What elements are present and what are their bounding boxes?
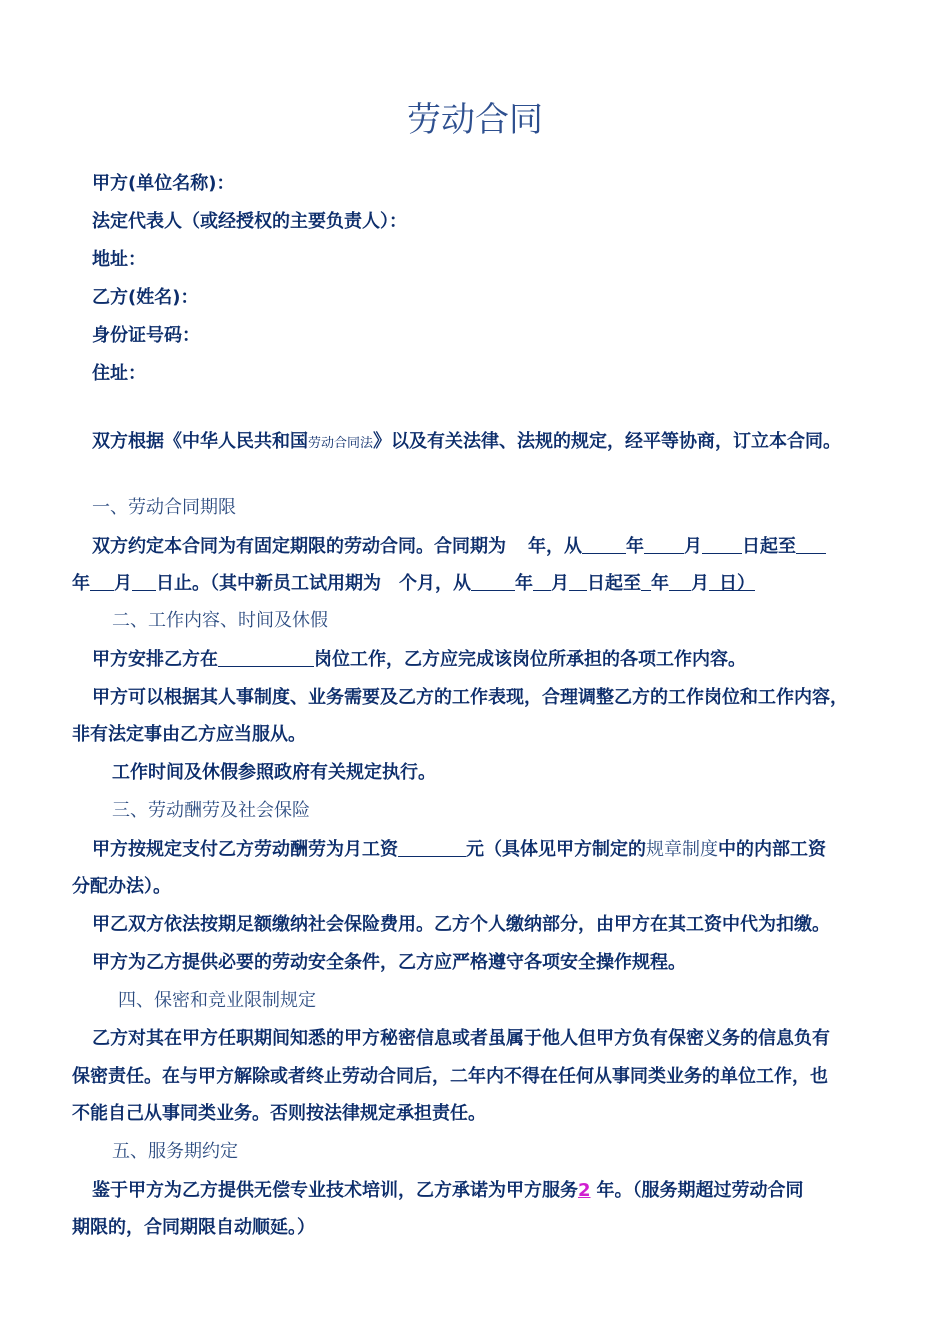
month-text: 月 xyxy=(551,573,569,594)
probation-from-text: 个月，从 xyxy=(399,573,471,594)
blank-prob-day[interactable] xyxy=(569,572,587,591)
section-5-line-2: 期限的，合同期限自动顺延。） xyxy=(72,1217,315,1238)
service-years-text: 年。（服务期超过劳动合同 xyxy=(596,1180,804,1201)
section-2-para-1 xyxy=(92,648,746,672)
section-3-para-1 xyxy=(92,838,826,862)
section-2-para-3: 工作时间及休假参照政府有关规定执行。 xyxy=(112,762,436,783)
section-2-heading: 二、工作内容、时间及休假 xyxy=(112,610,328,631)
blank-prob-month[interactable] xyxy=(533,572,551,591)
year-text: 年 xyxy=(626,536,644,557)
blank-day[interactable] xyxy=(702,535,742,554)
position-duty-text: 岗位工作，乙方应完成该岗位所承担的各项工作内容。 xyxy=(314,649,746,670)
month-text: 月 xyxy=(691,573,709,594)
year-text: 年 xyxy=(72,573,90,594)
section-2-para-2-line-2: 非有法定事由乙方应当服从。 xyxy=(72,724,306,745)
year-text: 年 xyxy=(651,573,669,594)
page-title: 劳动合同 xyxy=(407,100,543,140)
internal-wage-text: 中的内部工资 xyxy=(718,839,826,860)
id-number-label: 身份证号码： xyxy=(92,325,200,346)
blank-end-day[interactable] xyxy=(132,572,156,591)
term-text: 双方约定本合同为有固定期限的劳动合同。合同期为 xyxy=(92,536,506,557)
year-text: 年 xyxy=(515,573,533,594)
section-4-line-2: 保密责任。在与甲方解除或者终止劳动合同后，二年内不得在任何从事同类业务的单位工作，也 xyxy=(72,1066,828,1087)
blank-prob-end-month[interactable] xyxy=(669,572,691,591)
section-5-heading: 五、服务期约定 xyxy=(112,1141,238,1162)
rules-text: 规章制度 xyxy=(646,839,718,860)
service-years-value: 2 xyxy=(578,1180,591,1201)
blank-position[interactable] xyxy=(218,648,314,667)
section-4-line-3: 不能自己从事同类业务。否则按法律规定承担责任。 xyxy=(72,1103,486,1124)
party-b-label: 乙方(姓名)： xyxy=(92,287,199,308)
intro-paragraph xyxy=(92,430,841,456)
blank-month[interactable] xyxy=(644,535,684,554)
service-text: 鉴于甲方为乙方提供无偿专业技术培训，乙方承诺为甲方服务 xyxy=(92,1180,578,1201)
section-1-line-1 xyxy=(92,535,826,559)
section-3-heading: 三、劳动酬劳及社会保险 xyxy=(112,800,310,821)
position-text: 甲方安排乙方在 xyxy=(92,649,218,670)
section-3-para-3: 甲方为乙方提供必要的劳动安全条件，乙方应严格遵守各项安全操作规程。 xyxy=(92,952,686,973)
party-a-label: 甲方(单位名称)： xyxy=(92,173,235,194)
intro-law-name: 劳动合同法 xyxy=(308,436,374,451)
blank-prob-year[interactable] xyxy=(471,572,515,591)
blank-end-month[interactable] xyxy=(90,572,114,591)
blank-end-year[interactable] xyxy=(796,535,826,554)
salary-text: 甲方按规定支付乙方劳动酬劳为月工资 xyxy=(92,839,398,860)
section-2-para-2-line-1: 甲方可以根据其人事制度、业务需要及乙方的工作表现，合理调整乙方的工作岗位和工作内容， xyxy=(92,687,848,708)
legal-rep-label: 法定代表人（或经授权的主要负责人）： xyxy=(92,211,407,232)
blank-salary[interactable] xyxy=(398,838,466,857)
section-5-line-1 xyxy=(92,1179,804,1203)
until-text: 日起至 xyxy=(742,536,796,557)
section-1-heading: 一、劳动合同期限 xyxy=(92,497,236,518)
section-3-para-2: 甲乙双方依法按期足额缴纳社会保险费用。乙方个人缴纳部分，由甲方在其工资中代为扣缴。 xyxy=(92,914,830,935)
blank-prob-end-year[interactable] xyxy=(641,572,651,591)
address-a-label: 地址： xyxy=(92,249,146,270)
until-text: 日起至 xyxy=(587,573,641,594)
section-3-para-1-line-2: 分配办法）。 xyxy=(72,876,171,897)
intro-text-1: 双方根据《中华人民共和国 xyxy=(92,431,308,452)
section-4-line-1: 乙方对其在甲方任职期间知悉的甲方秘密信息或者虽属于他人但甲方负有保密义务的信息负有 xyxy=(92,1028,830,1049)
day-close-text: 日） xyxy=(719,573,755,594)
section-4-heading: 四、保密和竞业限制规定 xyxy=(118,990,316,1011)
probation-text: 日止。（其中新员工试用期为 xyxy=(156,573,381,594)
blank-year[interactable] xyxy=(582,535,626,554)
intro-text-2: 》以及有关法律、法规的规定，经平等协商，订立本合同。 xyxy=(373,431,842,452)
blank-prob-end-day[interactable] xyxy=(709,572,719,591)
address-b-label: 住址： xyxy=(92,363,146,384)
section-1-line-2 xyxy=(72,572,755,596)
salary-detail-text: 元（具体见甲方制定的 xyxy=(466,839,646,860)
month-text: 月 xyxy=(114,573,132,594)
month-text: 月 xyxy=(684,536,702,557)
term-year-text: 年，从 xyxy=(528,536,582,557)
